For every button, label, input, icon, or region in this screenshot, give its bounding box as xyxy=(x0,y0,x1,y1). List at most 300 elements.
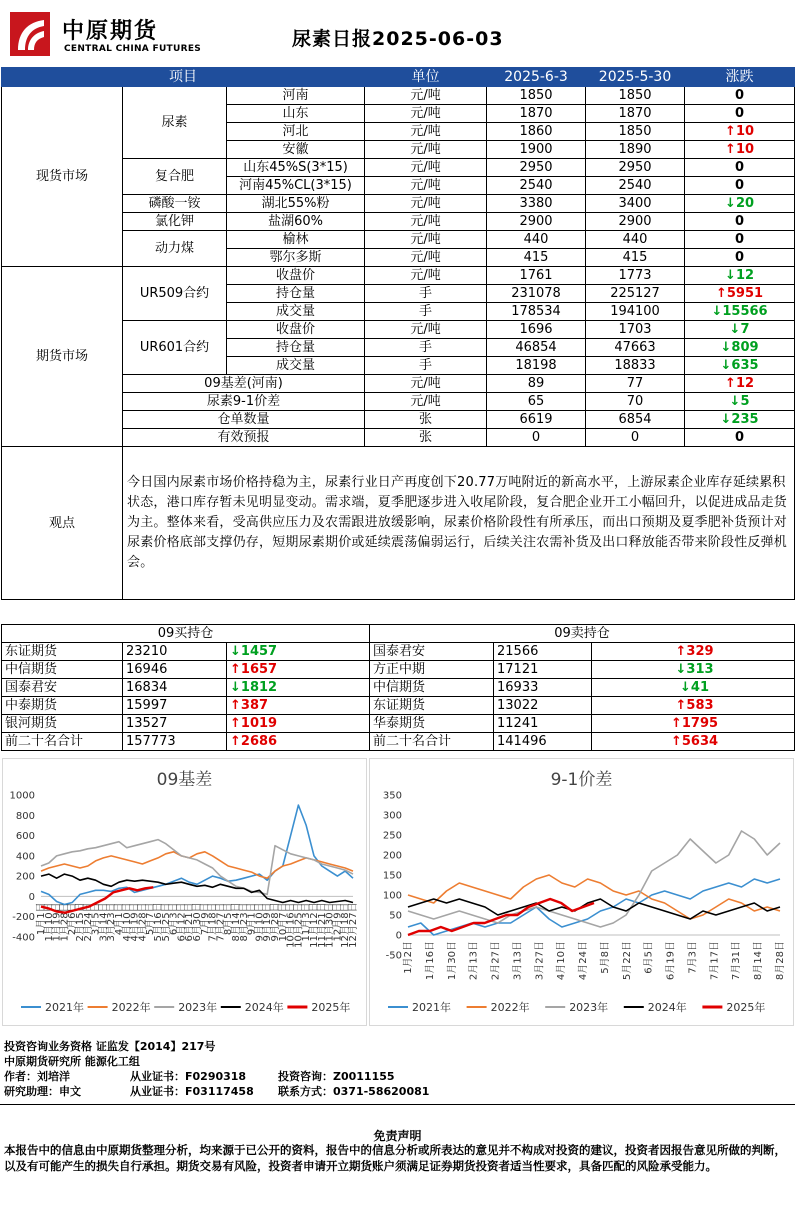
footer-assistant-cert: 从业证书：F03117458 xyxy=(130,1085,254,1098)
x-tick-label: 1月2日 xyxy=(403,941,414,974)
row-change xyxy=(685,393,795,411)
position-row xyxy=(2,661,795,679)
row-change xyxy=(685,339,795,357)
position-row xyxy=(2,643,795,661)
row-v1: 178534 xyxy=(487,303,586,321)
x-tick-label: 5月7日 xyxy=(145,902,157,936)
x-tick-label: 3月5日 xyxy=(90,902,102,936)
change-value: 635 xyxy=(731,358,759,373)
row-v2: 18833 xyxy=(586,357,685,375)
spread-chart xyxy=(369,758,794,1026)
y-tick-label: 800 xyxy=(15,810,35,822)
buy-change xyxy=(227,679,370,697)
y-tick-label: 250 xyxy=(382,830,402,842)
x-tick-label: 5月16日 xyxy=(153,902,164,942)
position-row xyxy=(2,733,795,751)
row-sub-label: 收盘价 xyxy=(227,321,365,339)
row-unit: 元/吨 xyxy=(365,123,487,141)
row-v2: 3400 xyxy=(586,195,685,213)
x-tick-label: 4月19日 xyxy=(129,902,141,942)
row-sub-label: 湖北55%粉 xyxy=(227,195,365,213)
y-tick-label: 200 xyxy=(15,871,35,883)
row-unit: 元/吨 xyxy=(365,195,487,213)
row-sub-label: 成交量 xyxy=(227,303,365,321)
change-value: 0 xyxy=(735,214,745,229)
row-unit: 元/吨 xyxy=(365,159,487,177)
row-v1: 1696 xyxy=(487,321,586,339)
row-sub-label: 河南 xyxy=(227,87,365,105)
row-change xyxy=(685,429,795,447)
sell-change xyxy=(592,661,795,679)
change-value: 10 xyxy=(735,142,755,157)
change-value: 1812 xyxy=(240,680,278,695)
position-row xyxy=(2,679,795,697)
y-tick-label: 1000 xyxy=(9,790,35,802)
buy-change xyxy=(227,661,370,679)
change-value: 0 xyxy=(735,88,745,103)
buy-change xyxy=(227,715,370,733)
row-unit: 张 xyxy=(365,411,487,429)
row-v2: 194100 xyxy=(586,303,685,321)
change-value: 329 xyxy=(686,644,714,659)
row-sub-label: 河南45%CL(3*15) xyxy=(227,177,365,195)
change-value: 0 xyxy=(735,106,745,121)
y-tick-label: 300 xyxy=(382,810,402,822)
row-sub-label: 盐湖60% xyxy=(227,213,365,231)
row-change xyxy=(685,231,795,249)
row-sub-label: 河北 xyxy=(227,123,365,141)
row-v2: 415 xyxy=(586,249,685,267)
footer-contact: 联系方式：0371-58620081 xyxy=(278,1085,430,1098)
table-row xyxy=(2,87,795,105)
footer-institute: 中原期货研究所 能源化工组 xyxy=(4,1055,140,1068)
x-tick-label: 8月5日 xyxy=(223,902,235,936)
row-v1: 1870 xyxy=(487,105,586,123)
x-tick-label: 4月10日 xyxy=(121,902,133,942)
sell-position-value: 16933 xyxy=(494,679,592,697)
sell-positions-title: 09卖持仓 xyxy=(370,625,795,643)
buy-change xyxy=(227,643,370,661)
row-v1: 1761 xyxy=(487,267,586,285)
spread-chart-svg xyxy=(370,759,793,1025)
change-value: 235 xyxy=(731,412,759,427)
row-v2: 1773 xyxy=(586,267,685,285)
row-sub-label: 山东45%S(3*15) xyxy=(227,159,365,177)
row-item-label: 仓单数量 xyxy=(123,411,365,429)
footer-divider xyxy=(0,1104,795,1105)
arrow-up-icon: ↑ xyxy=(230,662,241,677)
row-v1: 0 xyxy=(487,429,586,447)
row-v1: 1900 xyxy=(487,141,586,159)
row-group-label: UR601合约 xyxy=(123,321,227,375)
x-tick-label: 11月12日 xyxy=(309,902,320,948)
buy-broker-name: 东证期货 xyxy=(2,643,123,661)
row-v2: 1703 xyxy=(586,321,685,339)
row-unit: 手 xyxy=(365,285,487,303)
change-value: 0 xyxy=(735,430,745,445)
disclaimer-title: 免责声明 xyxy=(373,1129,422,1143)
y-tick-label: 400 xyxy=(15,851,35,863)
row-sub-label: 榆林 xyxy=(227,231,365,249)
x-tick-label: 12月18日 xyxy=(340,902,352,948)
sell-position-value: 21566 xyxy=(494,643,592,661)
y-tick-label: 50 xyxy=(389,910,402,922)
x-tick-label: 2月24日 xyxy=(82,902,94,942)
change-value: 0 xyxy=(735,232,745,247)
change-value: 313 xyxy=(686,662,714,677)
x-tick-label: 1月10日 xyxy=(43,902,55,942)
futures-market-label: 期货市场 xyxy=(2,267,123,447)
x-tick-label: 5月25日 xyxy=(160,902,172,942)
disclaimer-text: 本报告中的信息由中原期货整理分析，均来源于已公开的资料，报告中的信息分析或所表达的意见并不构成对投资的建议，投资者因报告意见所做的判断，以及有可能产生的损失自行承担。期货交易有风险，投资者申请开立期货账户须满足证券期货投资者适当性要求，具备匹配的风险承受能力。 xyxy=(4,1143,786,1173)
buy-position-value: 16834 xyxy=(123,679,227,697)
positions-title-row xyxy=(2,625,795,643)
header-date-1: 2025-6-3 xyxy=(487,68,586,87)
x-tick-label: 8月14日 xyxy=(231,902,242,942)
buy-position-value: 13527 xyxy=(123,715,227,733)
row-unit: 元/吨 xyxy=(365,87,487,105)
x-tick-label: 7月31日 xyxy=(731,941,743,981)
sell-change xyxy=(592,679,795,697)
y-tick-label: 150 xyxy=(382,870,402,882)
row-v2: 1850 xyxy=(586,87,685,105)
legend-label: 2024年 xyxy=(244,1001,284,1014)
row-change xyxy=(685,105,795,123)
buy-broker-name: 银河期货 xyxy=(2,715,123,733)
x-tick-label: 5月22日 xyxy=(621,941,633,981)
row-v2: 2950 xyxy=(586,159,685,177)
arrow-up-icon: ↑ xyxy=(715,286,727,301)
change-value: 2686 xyxy=(240,734,278,749)
row-change xyxy=(685,303,795,321)
arrow-up-icon: ↑ xyxy=(725,376,736,391)
x-tick-label: 8月23日 xyxy=(238,902,250,942)
arrow-down-icon: ↓ xyxy=(729,394,741,409)
view-text: 今日国内尿素市场价格持稳为主，尿素行业日产再度创下20.77万吨附近的新高水平，上游尿素企业库存延续累积状态，港口库存暂未见明显变动。需求端，夏季肥逐步进入收尾阶段，复合肥企业开工小幅回升，以促进成品走货为主。整体来看，受高供应压力及农需跟进放缓影响，尿素价格阶段性有所承压，而出口预期及夏季肥补货预计对尿素价格底部支撑仍存，短期尿素期价或延续震荡偏弱运行，后续关注农需补货及出口释放能否带来阶段性反弹机会。 xyxy=(123,447,795,600)
row-change xyxy=(685,411,795,429)
x-tick-label: 6月21日 xyxy=(184,902,196,942)
series-line-2021年 xyxy=(41,805,353,904)
header-change: 涨跌 xyxy=(685,68,795,87)
x-tick-label: 4月28日 xyxy=(137,902,149,942)
sell-broker-name: 中信期货 xyxy=(370,679,494,697)
y-tick-label: -200 xyxy=(12,912,35,924)
logo-emblem-icon xyxy=(10,12,50,56)
x-tick-label: 6月5日 xyxy=(643,941,655,974)
arrow-up-icon: ↑ xyxy=(675,644,687,659)
report-title: 尿素日报2025-06-03 xyxy=(292,28,504,50)
row-v1: 46854 xyxy=(487,339,586,357)
sell-change xyxy=(592,733,795,751)
arrow-down-icon: ↓ xyxy=(720,358,732,373)
x-tick-label: 5月8日 xyxy=(599,941,611,974)
arrow-down-icon: ↓ xyxy=(720,340,732,355)
y-tick-label: 0 xyxy=(28,891,35,903)
change-value: 7 xyxy=(740,322,750,337)
row-sub-label: 山东 xyxy=(227,105,365,123)
row-unit: 元/吨 xyxy=(365,249,487,267)
change-value: 0 xyxy=(735,160,745,175)
x-tick-label: 6月30日 xyxy=(192,902,203,942)
x-tick-label: 1月30日 xyxy=(446,941,458,981)
x-tick-label: 11月30日 xyxy=(324,902,336,948)
sell-broker-name: 前二十名合计 xyxy=(370,733,494,751)
change-value: 15566 xyxy=(722,304,768,319)
footer-qualification: 投资咨询业务资格 证监发【2014】217号 xyxy=(4,1040,216,1053)
x-tick-label: 7月18日 xyxy=(207,902,219,942)
x-tick-label: 2月13日 xyxy=(468,941,480,981)
row-unit: 手 xyxy=(365,303,487,321)
row-group-label: 动力煤 xyxy=(123,231,227,267)
row-v2: 77 xyxy=(586,375,685,393)
x-tick-label: 12月9日 xyxy=(332,902,344,942)
legend-label: 2022年 xyxy=(490,1001,530,1014)
x-tick-label: 7月3日 xyxy=(687,941,699,974)
x-tick-label: 10月16日 xyxy=(285,902,297,948)
logo-english-name: CENTRAL CHINA FUTURES xyxy=(64,44,202,54)
x-tick-label: 6月12日 xyxy=(176,902,188,942)
buy-broker-name: 国泰君安 xyxy=(2,679,123,697)
arrow-down-icon: ↓ xyxy=(230,680,241,695)
row-v1: 18198 xyxy=(487,357,586,375)
buy-broker-name: 中泰期货 xyxy=(2,697,123,715)
company-logo xyxy=(10,12,50,56)
row-item-label: 尿素9-1价差 xyxy=(123,393,365,411)
buy-broker-name: 中信期货 xyxy=(2,661,123,679)
legend-label: 2023年 xyxy=(569,1001,609,1014)
x-tick-label: 1月28日 xyxy=(59,902,71,942)
change-value: 0 xyxy=(735,178,745,193)
footer-assistant: 研究助理：申文 xyxy=(4,1085,81,1098)
row-unit: 张 xyxy=(365,429,487,447)
row-v1: 415 xyxy=(487,249,586,267)
row-v1: 6619 xyxy=(487,411,586,429)
row-v1: 2900 xyxy=(487,213,586,231)
row-v1: 440 xyxy=(487,231,586,249)
row-change xyxy=(685,285,795,303)
y-tick-label: -400 xyxy=(12,932,35,944)
buy-change xyxy=(227,697,370,715)
row-unit: 元/吨 xyxy=(365,141,487,159)
header-item: 项目 xyxy=(2,68,365,87)
x-tick-label: 9月28日 xyxy=(270,902,281,942)
row-change xyxy=(685,123,795,141)
x-tick-label: 3月27日 xyxy=(534,941,546,981)
row-change xyxy=(685,375,795,393)
arrow-up-icon: ↑ xyxy=(230,734,241,749)
row-v1: 1860 xyxy=(487,123,586,141)
market-data-table xyxy=(1,67,795,600)
arrow-down-icon: ↓ xyxy=(725,268,736,283)
row-v1: 3380 xyxy=(487,195,586,213)
change-value: 809 xyxy=(731,340,759,355)
x-tick-label: 11月3日 xyxy=(301,902,313,942)
positions-table xyxy=(1,624,795,751)
row-unit: 元/吨 xyxy=(365,177,487,195)
row-group-label: 复合肥 xyxy=(123,159,227,195)
row-change xyxy=(685,357,795,375)
row-sub-label: 持仓量 xyxy=(227,339,365,357)
y-tick-label: 0 xyxy=(395,930,402,942)
legend-label: 2021年 xyxy=(412,1001,451,1014)
x-tick-label: 3月13日 xyxy=(512,941,524,981)
footer-author-cert: 从业证书：F0290318 xyxy=(130,1070,247,1083)
row-item-label: 有效预报 xyxy=(123,429,365,447)
arrow-down-icon: ↓ xyxy=(230,644,241,659)
buy-position-value: 16946 xyxy=(123,661,227,679)
buy-position-value: 15997 xyxy=(123,697,227,715)
view-label: 观点 xyxy=(2,447,123,600)
row-unit: 元/吨 xyxy=(365,375,487,393)
sell-broker-name: 国泰君安 xyxy=(370,643,494,661)
view-row xyxy=(2,447,795,600)
x-tick-label: 4月24日 xyxy=(578,941,590,981)
row-v1: 89 xyxy=(487,375,586,393)
x-tick-label: 8月28日 xyxy=(775,941,786,981)
change-value: 5634 xyxy=(681,734,719,749)
row-sub-label: 收盘价 xyxy=(227,267,365,285)
row-sub-label: 鄂尔多斯 xyxy=(227,249,365,267)
logo-chinese-name: 中原期货 xyxy=(62,19,159,44)
arrow-up-icon: ↑ xyxy=(725,142,736,157)
x-tick-label: 7月9日 xyxy=(199,902,211,936)
arrow-down-icon: ↓ xyxy=(675,662,687,677)
table-header-row xyxy=(2,68,795,87)
legend-label: 2021年 xyxy=(45,1001,84,1014)
x-tick-label: 6月19日 xyxy=(665,941,677,981)
x-tick-label: 6月3日 xyxy=(168,902,180,936)
arrow-down-icon: ↓ xyxy=(711,304,723,319)
row-unit: 元/吨 xyxy=(365,393,487,411)
change-value: 1657 xyxy=(240,662,278,677)
row-v2: 1870 xyxy=(586,105,685,123)
sell-position-value: 11241 xyxy=(494,715,592,733)
buy-positions-title: 09买持仓 xyxy=(2,625,370,643)
row-unit: 元/吨 xyxy=(365,267,487,285)
row-change xyxy=(685,213,795,231)
sell-position-value: 141496 xyxy=(494,733,592,751)
row-unit: 元/吨 xyxy=(365,321,487,339)
change-value: 10 xyxy=(735,124,755,139)
change-value: 12 xyxy=(735,268,755,283)
row-change xyxy=(685,195,795,213)
y-tick-label: 350 xyxy=(382,790,402,802)
arrow-up-icon: ↑ xyxy=(230,716,241,731)
arrow-down-icon: ↓ xyxy=(720,412,732,427)
legend-label: 2022年 xyxy=(111,1001,151,1014)
change-value: 5 xyxy=(740,394,750,409)
change-value: 387 xyxy=(240,698,269,713)
x-tick-label: 1月19日 xyxy=(51,902,63,942)
row-unit: 元/吨 xyxy=(365,213,487,231)
row-unit: 手 xyxy=(365,357,487,375)
x-tick-label: 3月14日 xyxy=(98,902,110,942)
row-v2: 2540 xyxy=(586,177,685,195)
x-tick-label: 2月6日 xyxy=(67,902,79,936)
spot-market-label: 现货市场 xyxy=(2,87,123,267)
change-value: 0 xyxy=(735,250,745,265)
series-line-2022年 xyxy=(41,852,353,878)
arrow-up-icon: ↑ xyxy=(725,124,736,139)
sell-position-value: 17121 xyxy=(494,661,592,679)
row-v1: 65 xyxy=(487,393,586,411)
footer-advisory-cert: 投资咨询：Z0011155 xyxy=(278,1070,395,1083)
x-tick-label: 9月1日 xyxy=(246,902,258,936)
position-row xyxy=(2,715,795,733)
buy-position-value: 23210 xyxy=(123,643,227,661)
header-date-2: 2025-5-30 xyxy=(586,68,685,87)
row-v2: 225127 xyxy=(586,285,685,303)
table-row xyxy=(2,267,795,285)
row-group-label: 氯化钾 xyxy=(123,213,227,231)
basis-chart-svg xyxy=(3,759,366,1025)
row-v2: 47663 xyxy=(586,339,685,357)
x-tick-label: 2月15日 xyxy=(75,902,86,942)
x-tick-label: 1月1日 xyxy=(36,902,47,936)
x-tick-label: 8月14日 xyxy=(753,941,765,981)
row-item-label: 09基差(河南) xyxy=(123,375,365,393)
row-v1: 1850 xyxy=(487,87,586,105)
change-value: 1457 xyxy=(240,644,278,659)
x-tick-label: 7月17日 xyxy=(709,941,721,981)
legend-label: 2025年 xyxy=(726,1001,766,1014)
row-group-label: 磷酸一铵 xyxy=(123,195,227,213)
y-tick-label: 200 xyxy=(382,850,402,862)
legend-label: 2024年 xyxy=(647,1001,687,1014)
row-v2: 0 xyxy=(586,429,685,447)
x-tick-label: 4月10日 xyxy=(556,941,568,981)
row-unit: 手 xyxy=(365,339,487,357)
footer-author: 作者：刘培洋 xyxy=(4,1070,70,1083)
x-tick-label: 2月27日 xyxy=(490,941,502,981)
row-v2: 70 xyxy=(586,393,685,411)
x-tick-label: 12月27日 xyxy=(348,902,359,948)
x-tick-label: 7月27日 xyxy=(215,902,227,942)
x-tick-label: 3月23日 xyxy=(106,902,118,942)
row-change xyxy=(685,249,795,267)
header-unit: 单位 xyxy=(365,68,487,87)
x-tick-label: 10月7日 xyxy=(277,902,289,942)
basis-chart xyxy=(2,758,367,1026)
row-v2: 1850 xyxy=(586,123,685,141)
row-change xyxy=(685,267,795,285)
x-tick-label: 11月21日 xyxy=(316,902,328,948)
arrow-down-icon: ↓ xyxy=(725,196,736,211)
row-v2: 2900 xyxy=(586,213,685,231)
x-tick-label: 1月16日 xyxy=(424,941,436,981)
change-value: 12 xyxy=(735,376,755,391)
row-change xyxy=(685,87,795,105)
row-v1: 2950 xyxy=(487,159,586,177)
sell-broker-name: 方正中期 xyxy=(370,661,494,679)
row-sub-label: 成交量 xyxy=(227,357,365,375)
row-v2: 6854 xyxy=(586,411,685,429)
x-tick-label: 10月25日 xyxy=(293,902,305,948)
legend-label: 2025年 xyxy=(311,1001,351,1014)
row-unit: 元/吨 xyxy=(365,105,487,123)
sell-change xyxy=(592,697,795,715)
sell-broker-name: 东证期货 xyxy=(370,697,494,715)
row-group-label: 尿素 xyxy=(123,87,227,159)
position-row xyxy=(2,697,795,715)
sell-change xyxy=(592,643,795,661)
x-tick-label: 4月1日 xyxy=(114,902,125,936)
row-change xyxy=(685,321,795,339)
arrow-up-icon: ↑ xyxy=(675,698,687,713)
row-unit: 元/吨 xyxy=(365,231,487,249)
sell-position-value: 13022 xyxy=(494,697,592,715)
y-tick-label: 100 xyxy=(382,890,402,902)
